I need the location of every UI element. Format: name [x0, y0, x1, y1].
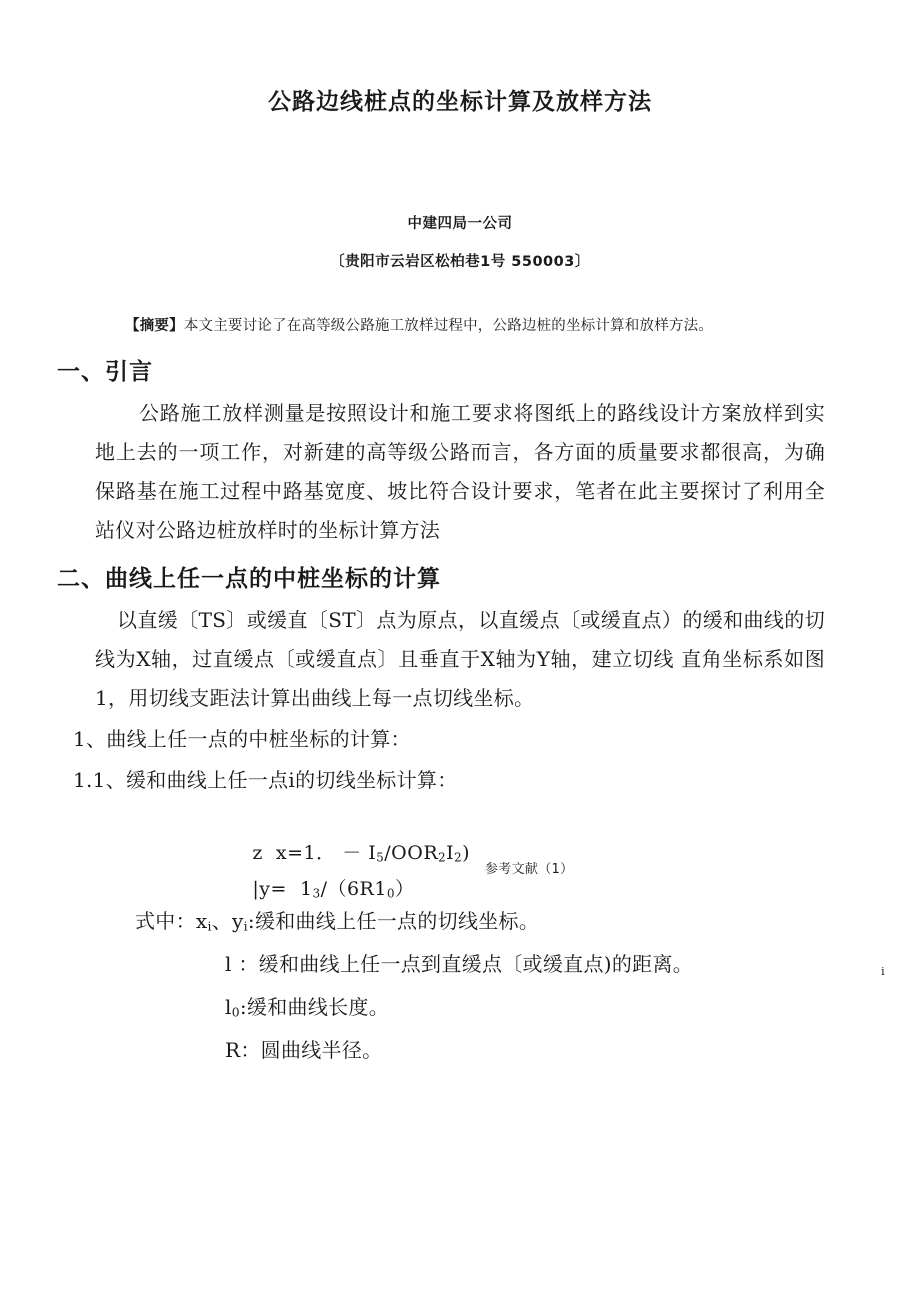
formula-x-prefix: z x=1: [252, 842, 317, 865]
abstract-paragraph: [95, 315, 825, 337]
formula-y-sub2: 0: [386, 887, 395, 902]
author-affiliation: 中建四局一公司: [407, 215, 513, 232]
definition-l0-sub: 0: [231, 1005, 240, 1021]
formula-x-sub2: 2: [438, 851, 447, 866]
section-heading-1: 一、引言: [57, 359, 153, 386]
definition-l-suffix: i: [881, 965, 885, 979]
section-heading-2: 二、曲线上任一点的中桩坐标的计算: [57, 566, 441, 593]
definition-y-sub: i: [243, 919, 248, 935]
formula-reference-note: 参考文献（1）: [485, 862, 574, 878]
definition-xy-label: 式中：x: [135, 909, 208, 934]
formula-x-tail2: ): [462, 842, 471, 865]
section-2-paragraph-1: 以直缓〔TS〕或缓直〔ST〕点为原点，以直缓点〔或缓直点）的缓和曲线的切线为X轴，过直缓点〔或缓直点〕且垂直于X轴为Y轴，建立切线 直角坐标系如图1，用切线支距法计算出曲线上每一点切线坐标。: [95, 608, 825, 711]
abstract-text: 本文主要讨论了在高等级公路施工放样过程中，公路边桩的坐标计算和放样方法。: [183, 317, 714, 334]
formula-block: [95, 816, 825, 902]
definition-x-sub: i: [207, 919, 212, 935]
page-content: [57, 0, 885, 1070]
page-title: 公路边线桩点的坐标计算及放样方法: [268, 89, 652, 115]
abstract-label: 【摘要】: [125, 316, 184, 334]
formula-x-rest: /OOR: [384, 842, 439, 865]
formula-x-sub1: 5: [376, 851, 385, 866]
definition-xy-sep: 、y: [211, 909, 244, 934]
formula-line-y: [200, 852, 414, 923]
formula-y-tail: ）: [394, 878, 415, 901]
section-2-item-2: 1.1、缓和曲线上任一点i的切线坐标计算：: [73, 768, 458, 793]
formula-x-sub3: 2: [454, 851, 463, 866]
section-2-item-1: 1、曲线上任一点的中桩坐标的计算：: [73, 727, 411, 752]
definition-l-text: l ：缓和曲线上任一点到直缓点〔或缓直点)的距离。: [225, 952, 694, 977]
formula-x-period: ．: [316, 842, 336, 865]
definition-l0: [225, 988, 825, 1027]
formula-y-sub1: 3: [312, 887, 321, 902]
definition-l0-desc: :缓和曲线长度。: [239, 995, 390, 1020]
definition-l0-symbol: l: [225, 995, 232, 1020]
section-1-paragraph-1: 公路施工放样测量是按照设计和施工要求将图纸上的路线设计方案放样到实地上去的一项工作，对新建的高等级公路而言，各方面的质量要求都很高，为确保路基在施工过程中路基宽度、坡比符合设计要求，笔者在此主要探讨了利用全站仪对公路边桩放样时的坐标计算方法: [95, 401, 825, 543]
formula-x-tail1: I: [446, 842, 455, 865]
formula-x-mid: － I: [335, 842, 377, 865]
formula-y-mid: /（6R1: [320, 878, 387, 901]
definition-l: [225, 945, 885, 984]
formula-y-prefix: |y= 1: [252, 878, 313, 901]
definition-xy-desc: :缓和曲线上任一点的切线坐标。: [247, 909, 540, 934]
definition-r: R：圆曲线半径。: [225, 1038, 383, 1063]
author-address: 〔贵阳市云岩区松柏巷1号 550003〕: [330, 253, 590, 270]
